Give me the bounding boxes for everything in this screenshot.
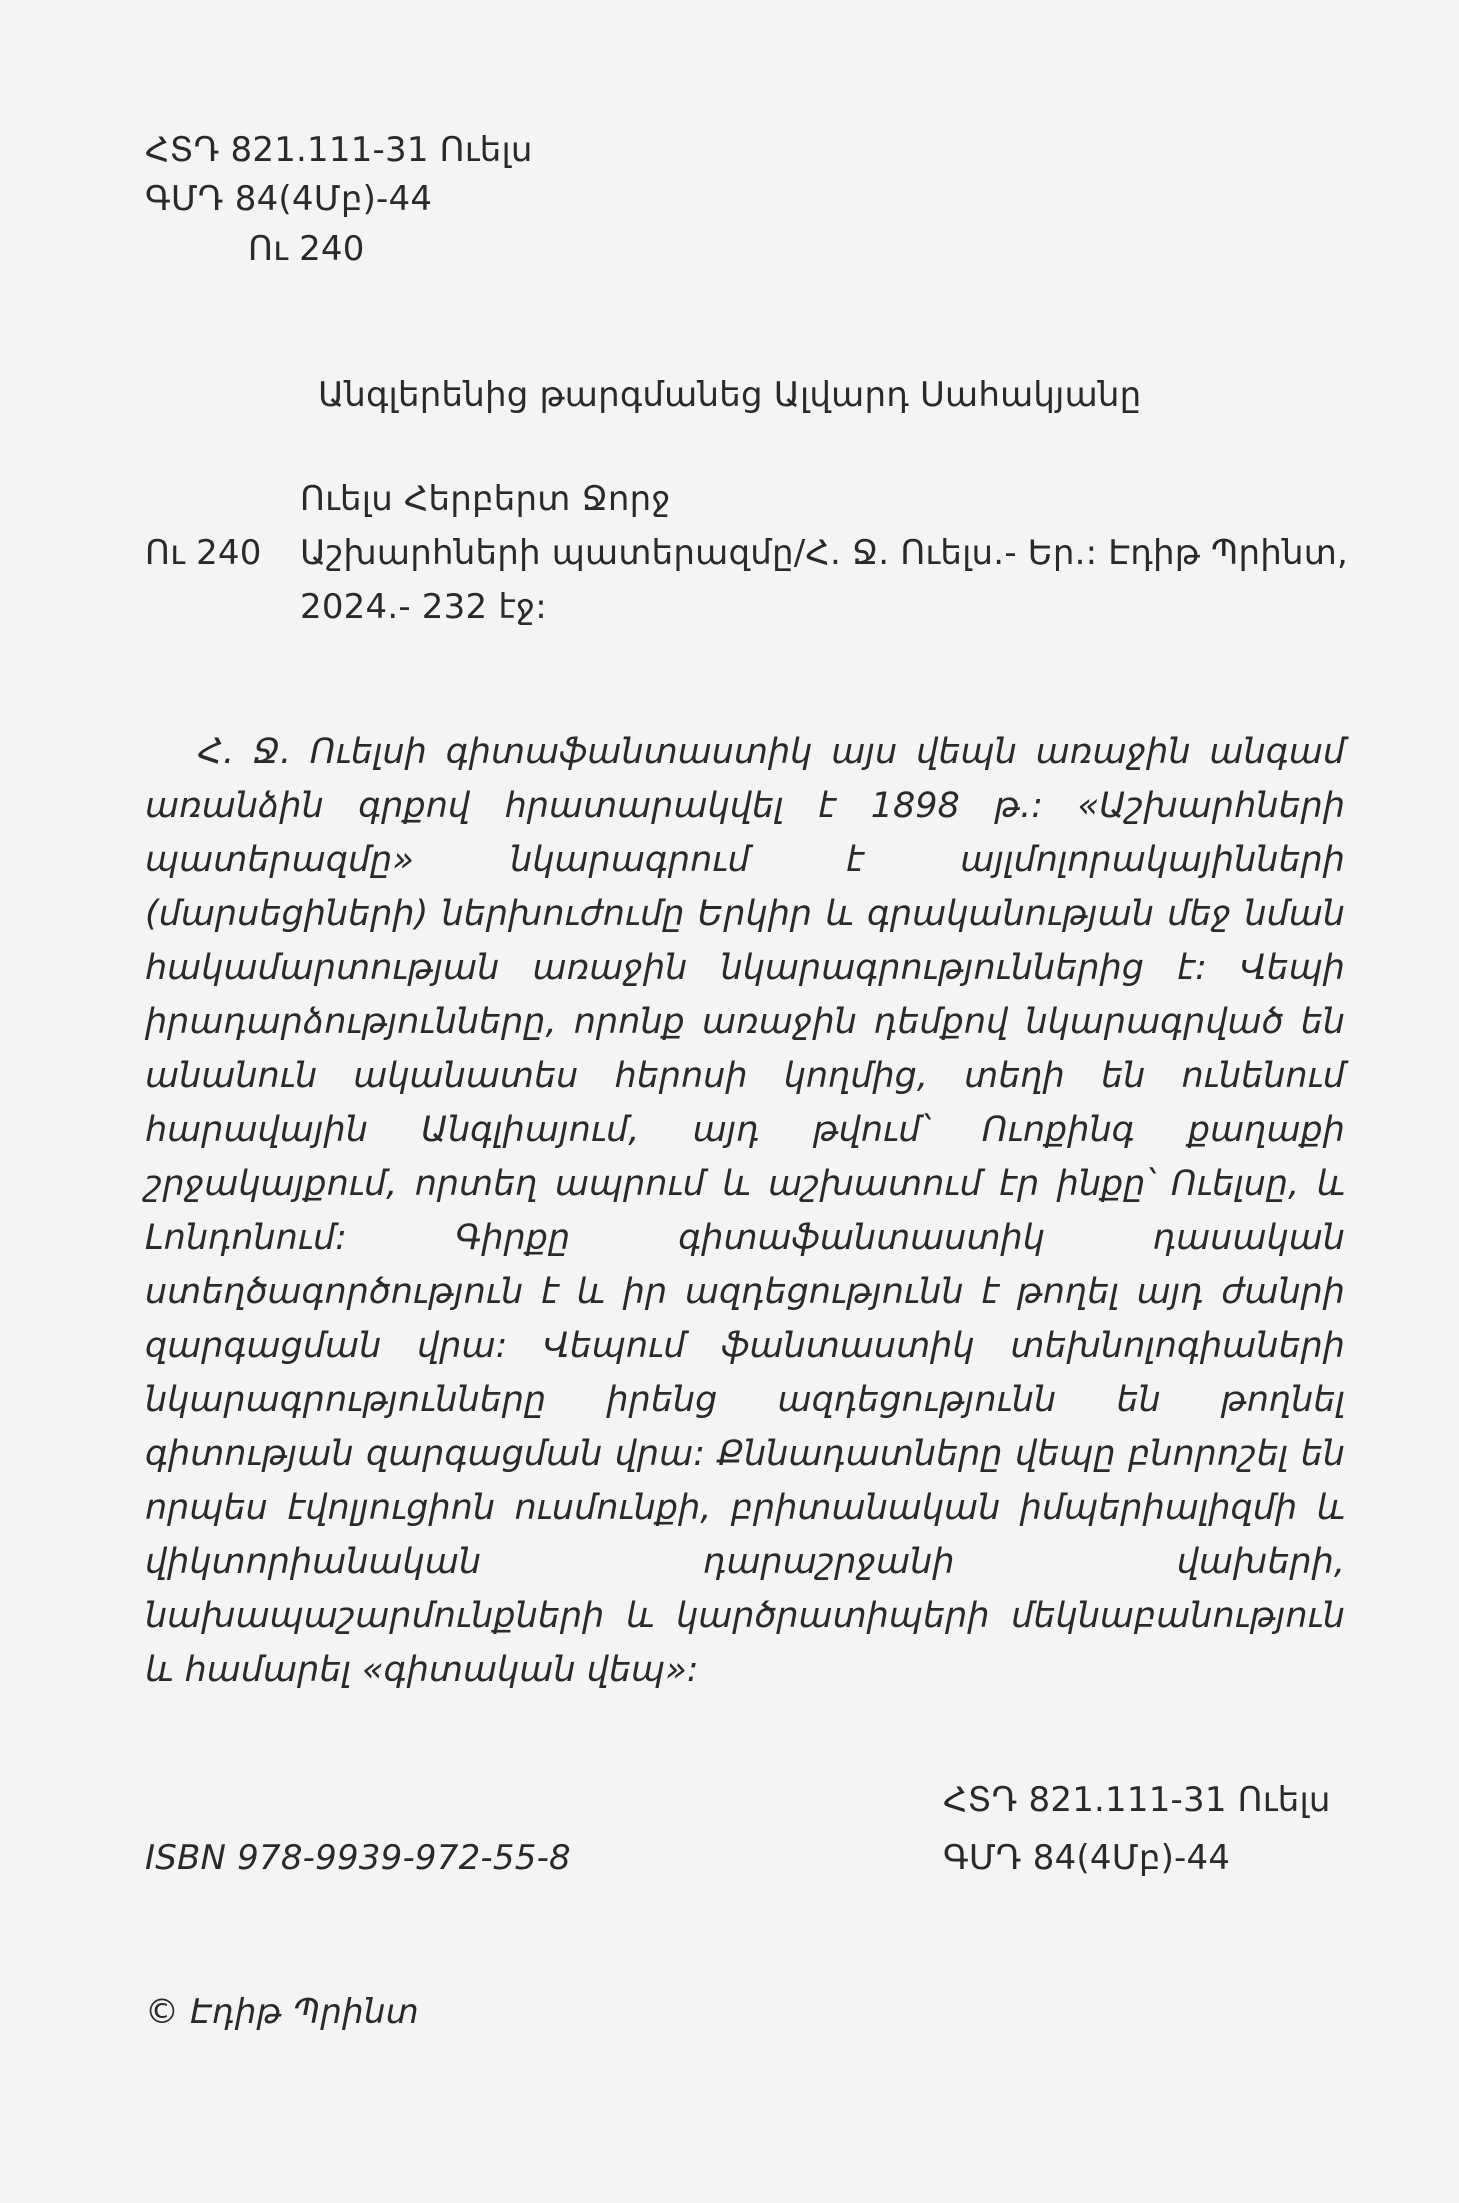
catalog-code: Ու 240 <box>145 533 262 573</box>
publisher-copyright: © Էդիթ Պրինտ <box>145 1992 419 2032</box>
bbk-code-top: ԳՄԴ 84(4Մբ)-44 <box>145 179 433 219</box>
catalog-author: Ուելս Հերբերտ Ջորջ <box>300 479 671 519</box>
udc-code-bottom: ՀՏԴ 821.111-31 Ուելս <box>943 1780 1331 1820</box>
author-mark-top: Ու 240 <box>248 229 365 269</box>
isbn: ISBN 978-9939-972-55-8 <box>145 1838 571 1878</box>
bbk-code-bottom: ԳՄԴ 84(4Մբ)-44 <box>943 1838 1231 1878</box>
book-abstract: Հ. Ջ. Ուելսի գիտաֆանտաստիկ այս վեպն առաջին անգամ առանձին գրքով հրատարակվել է 1898 թ.: «Աշխարհների պատերազմը» նկարագրում է այլմոլորակայինների (մարսեցիների) ներխուժումը Երկիր և գրականության մեջ նման հակամարտության առաջին նկարագրություններից է: Վեպի իրադարձությունները, որոնք առաջին դեմքով նկարագրված են անանուն ականատես հերոսի կողմից, տեղի են ունենում հարավային Անգլիայում, այդ թվում՝ Ուոքինգ քաղաքի շրջակայքում, որտեղ ապրում և աշխատում էր ինքը՝ Ուելսը, և Լոնդոնում: Գիրքը գիտաֆանտաստիկ դասական ստեղծագործություն է և իր ազդեցությունն է թողել այդ ժանրի զարգացման վրա: Վեպում ֆանտաստիկ տեխնոլոգիաների նկարագրությունները իրենց ազդեցությունն են թողնել գիտության զարգացման վրա: Քննադատները վեպը բնորոշել են որպես էվոլյուցիոն ուսմունքի, բրիտանական իմպերիալիզմի և վիկտորիանական դարաշրջանի վախերի, նախապաշարմունքների և կարծրատիպերի մեկնաբանություն և համարել «գիտական վեպ»: <box>145 732 1345 1690</box>
catalog-year-pages: 2024.- 232 էջ: <box>300 587 547 627</box>
catalog-title: Աշխարհների պատերազմը/Հ. Ջ. Ուելս.- Եր.: Էդիթ Պրինտ, <box>300 533 1349 573</box>
translator-credit: Անգլերենից թարգմանեց Ալվարդ Սահակյանը <box>318 375 1142 415</box>
udc-code-top: ՀՏԴ 821.111-31 Ուելս <box>145 130 533 170</box>
